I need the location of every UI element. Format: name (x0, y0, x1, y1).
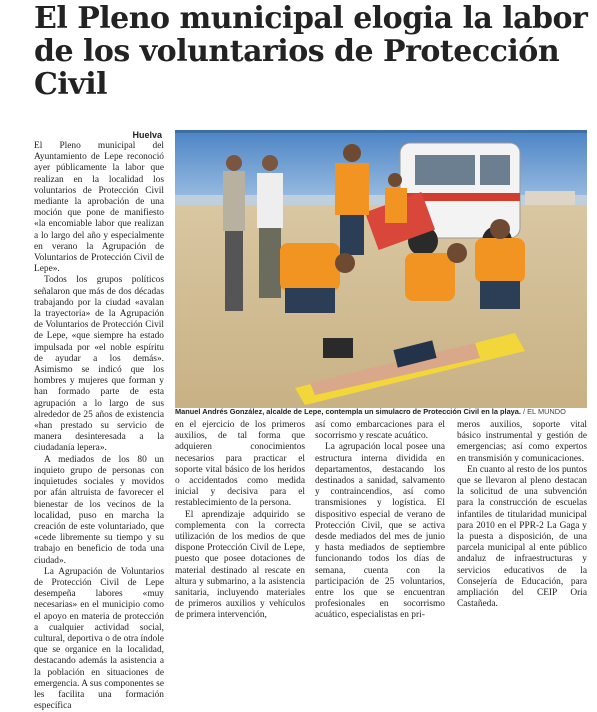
text-column-1 (34, 141, 164, 712)
caption-text: Manuel Andrés González, alcalde de Lepe, contempla un simulacro de Protección Civil en la playa. (175, 407, 521, 416)
paragraph: El aprendizaje adquirido se complementa con la correcta utilización de los medios de que dispone Protección Civil de Lepe, puesto que posee dotaciones de material destinado al rescate en altura y submarino, a la asistencia sanitaria, incluyendo materiales de primeros auxilios y vehículos de primera intervención, (175, 509, 305, 621)
paragraph: en el ejercicio de los primeros auxilios, de tal forma que adquieren conocimientos necesarios para practicar el soporte vital básico de los heridos o accidentados como medida inicial y decisiva para el restablecimiento de la persona. (175, 420, 305, 509)
paragraph: meros auxilios, soporte vital básico instrumental y gestión de emergencias; así como expertos en transmisión y comunicaciones. (457, 420, 587, 464)
paragraph: El Pleno municipal del Ayuntamiento de Lepe reconoció ayer públicamente la labor que realizan en la localidad los voluntarios de Protección Civil mediante la aprobación de una moción que pone de manifiesto «la encomiable labor que realizan a lo largo del año y especialmente en verano la Agrupación de Voluntarios de Protección Civil de Lepe». (34, 141, 164, 275)
location-label: Huelva (132, 130, 162, 140)
paragraph: A mediados de los 80 un inquieto grupo de personas con inquietudes sociales y movidos por afán altruista de favorecer el bienestar de los vecinos de la localidad, puso en marcha la creación de este voluntariado, que «cede libremente su tiempo y su trabajo en beneficio de toda una ciudad». (34, 454, 164, 566)
paragraph: Todos los grupos políticos señalaron que más de dos décadas trabajando por la ciudad «avalan la trayectoria» de la Agrupación de Voluntarios de Protección Civil de Lepe, «que siempre ha estado impulsada por «el noble espíritu de ayudar a los demás». Asimismo se indicó que los hombres y mujeres que forman y han formado parte de esta agrupación a lo largo de sus alrededor de 25 años de existencia «han prestado su servicio de manera desinteresada a la ciudadanía lepera». (34, 275, 164, 454)
text-column-2 (175, 420, 305, 622)
photo-caption (175, 407, 590, 416)
text-column-4 (457, 420, 587, 610)
paragraph: La agrupación local posee una estructura interna dividida en departamentos, destacando los destinados a sanidad, salvamento y contraincendios, así como transmisiones y logística. El dispositivo especial de verano de Protección Civil, que se activa desde mediados del mes de junio y hasta mediados de septiembre funcionando todos los días de semana, cuenta con la participación de 25 voluntarios, entre los que se encuentran profesionales en socorrismo acuático, especialistas en pri- (315, 442, 445, 621)
photo-credit: / EL MUNDO (523, 407, 566, 416)
text-column-3 (315, 420, 445, 622)
paragraph: La Agrupación de Voluntarios de Protección Civil de Lepe desempeña labores «muy necesarias» en el municipio como el apoyo en materia de protección a cualquier actividad social, cultural, deportiva o de otra índole que se organice en la localidad, destacando además la asistencia a la población en situaciones de emergencia. A sus componentes se les facilita una formación específica (34, 566, 164, 712)
news-photo (175, 130, 587, 408)
headline: El Pleno municipal elogia la labor de los voluntarios de Protección Civil (34, 1, 588, 102)
paragraph: así como embarcaciones para el socorrismo y rescate acuático. (315, 420, 445, 442)
paragraph: En cuanto al resto de los puntos que se llevaron al pleno destacan la solicitud de una subvención para la construcción de escuelas infantiles de titularidad municipal para 2010 en el PPR-2 La Gaga y la puesta a disposición, de una parcela municipal al ente público andaluz de infraestructuras y servicios educativos de la Consejería de Educación, para ampliación del CEIP Oria Castañeda. (457, 464, 587, 610)
